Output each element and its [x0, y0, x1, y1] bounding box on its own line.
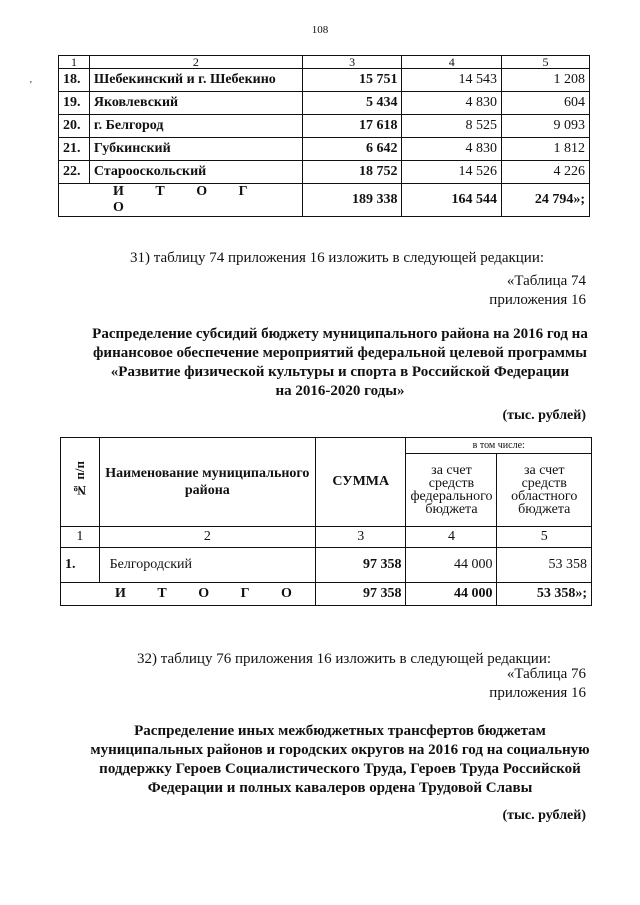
- index-cell: 1: [61, 527, 100, 548]
- row-number: 22.: [59, 161, 90, 184]
- row-number: 20.: [59, 115, 90, 138]
- header-cell: 1: [59, 56, 90, 69]
- table-row: [59, 69, 590, 92]
- row-number: 18.: [59, 69, 90, 92]
- federal-value: 8 525: [402, 115, 502, 138]
- page-number: 108: [311, 24, 329, 36]
- unit-label: (тыс. рублей): [502, 408, 586, 423]
- title-line: Распределение иных межбюджетных трансфертов бюджетам: [134, 723, 546, 739]
- row-number: 1.: [61, 548, 100, 583]
- federal-value: 4 830: [402, 92, 502, 115]
- col-regional-label: за счет средств областного бюджета: [497, 453, 592, 526]
- title-line: поддержку Героев Социалистического Труда, Героев Труда Российской: [99, 761, 581, 777]
- regional-value: 1 812: [501, 138, 589, 161]
- row-number: 21.: [59, 138, 90, 161]
- header-cell: 2: [89, 56, 302, 69]
- reference-line: «Таблица 74: [506, 273, 586, 289]
- federal-value: 44 000: [406, 548, 497, 583]
- district-name: Губкинский: [89, 138, 302, 161]
- margin-mark: ': [30, 80, 32, 91]
- header-cell: 5: [501, 56, 589, 69]
- index-row: [61, 527, 592, 548]
- table-76-title: [40, 722, 640, 798]
- table-header-row: [59, 56, 590, 69]
- federal-value: 4 830: [402, 138, 502, 161]
- col-name-label: Наименование муниципального района: [99, 438, 315, 527]
- sum-value: 15 751: [302, 69, 402, 92]
- header-cell: 3: [302, 56, 402, 69]
- index-cell: 3: [316, 527, 406, 548]
- index-cell: 5: [497, 527, 592, 548]
- reference-line: приложения 16: [489, 292, 586, 308]
- table-row: [59, 138, 590, 161]
- row-number: 19.: [59, 92, 90, 115]
- district-name: г. Белгород: [89, 115, 302, 138]
- district-name: Белгородский: [99, 548, 315, 583]
- title-line: Распределение субсидий бюджету муниципального района на 2016 год на: [92, 326, 588, 342]
- regional-value: 604: [501, 92, 589, 115]
- total-sum: 97 358: [316, 583, 406, 606]
- total-regional: 53 358»;: [497, 583, 592, 606]
- table-74-reference: [489, 272, 586, 310]
- total-regional: 24 794»;: [501, 184, 589, 217]
- table-74-title: [40, 325, 640, 401]
- subsidy-table-74: [60, 437, 592, 606]
- table-row: [59, 161, 590, 184]
- sum-value: 97 358: [316, 548, 406, 583]
- title-line: «Развитие физической культуры и спорта в Российской Федерации: [110, 364, 570, 380]
- sum-value: 5 434: [302, 92, 402, 115]
- allocation-table-continued: [58, 55, 590, 217]
- regional-value: 1 208: [501, 69, 589, 92]
- total-sum: 189 338: [302, 184, 402, 217]
- col-including-label: в том числе:: [406, 438, 592, 454]
- index-cell: 4: [406, 527, 497, 548]
- reference-line: «Таблица 76: [506, 666, 586, 682]
- total-row: [61, 583, 592, 606]
- total-federal: 164 544: [402, 184, 502, 217]
- title-line: муниципальных районов и городских округов на 2016 год на социальную: [90, 742, 590, 758]
- district-name: Шебекинский и г. Шебекино: [89, 69, 302, 92]
- col-sum-label: СУММА: [316, 438, 406, 527]
- unit-label-2: (тыс. рублей): [502, 808, 586, 823]
- regional-value: 4 226: [501, 161, 589, 184]
- index-cell: 2: [99, 527, 315, 548]
- regional-value: 53 358: [497, 548, 592, 583]
- paragraph-31: 31) таблицу 74 приложения 16 изложить в следующей редакции:: [130, 250, 545, 266]
- sum-value: 17 618: [302, 115, 402, 138]
- total-row: [59, 184, 590, 217]
- col-federal-label: за счет средств федерального бюджета: [406, 453, 497, 526]
- title-line: Федерации и полных кавалеров ордена Трудовой Славы: [147, 780, 533, 796]
- table-row: [61, 548, 592, 583]
- district-name: Яковлевский: [89, 92, 302, 115]
- title-line: на 2016-2020 годы»: [275, 383, 405, 399]
- total-label: И Т О Г О: [59, 184, 303, 217]
- total-label: И Т О Г О: [61, 583, 316, 606]
- header-num-cell: [61, 438, 100, 527]
- title-line: финансовое обеспечение мероприятий федеральной целевой программы: [93, 345, 587, 361]
- table-row: [59, 92, 590, 115]
- total-federal: 44 000: [406, 583, 497, 606]
- sum-value: 6 642: [302, 138, 402, 161]
- header-cell: 4: [402, 56, 502, 69]
- col-num-label: № п/п: [71, 461, 87, 498]
- table-76-reference: [489, 665, 586, 703]
- district-name: Старооскольский: [89, 161, 302, 184]
- table-row: [59, 115, 590, 138]
- reference-line: приложения 16: [489, 685, 586, 701]
- federal-value: 14 543: [402, 69, 502, 92]
- paragraph-32: 32) таблицу 76 приложения 16 изложить в следующей редакции:: [137, 651, 552, 667]
- regional-value: 9 093: [501, 115, 589, 138]
- header-row: [61, 438, 592, 454]
- federal-value: 14 526: [402, 161, 502, 184]
- sum-value: 18 752: [302, 161, 402, 184]
